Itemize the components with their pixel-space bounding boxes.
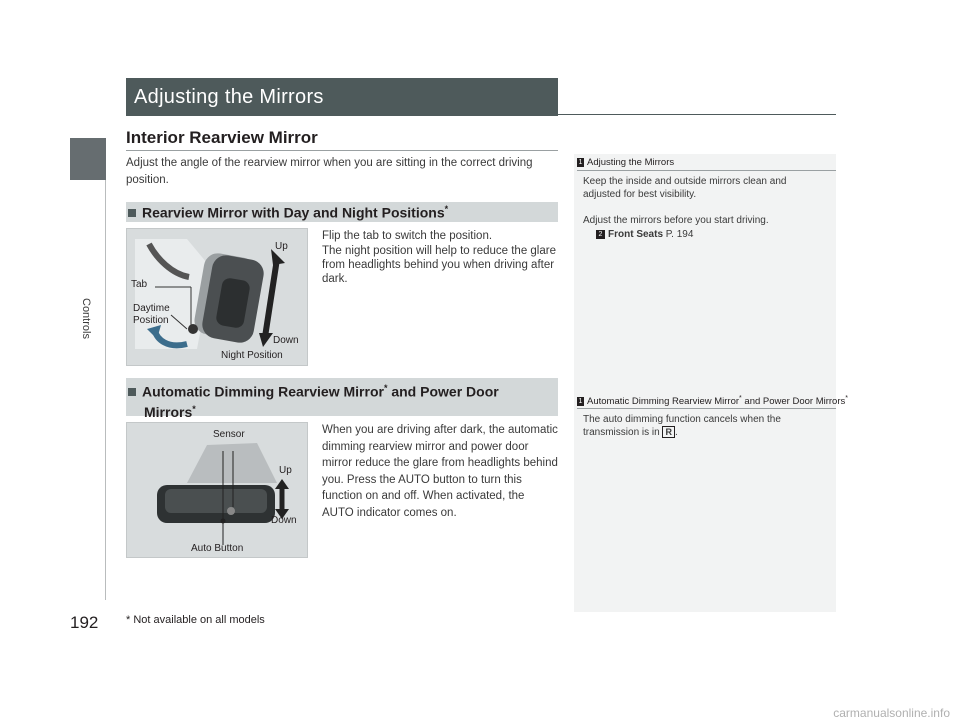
auto-dimming-mirror-illustration [126, 422, 308, 558]
footnote: * Not available on all models [126, 614, 265, 626]
note-1-text-1: Keep the inside and outside mirrors clean and adjusted for best visibility. [583, 176, 787, 200]
label-down: Down [273, 335, 299, 346]
title-rule [558, 114, 836, 115]
note-2-rule [577, 408, 836, 409]
note-2-text: The auto dimming function cancels when the transmission is in R . [583, 414, 781, 438]
note-1-reference: 2 Front Seats P. 194 [596, 228, 693, 241]
subsection-1-text-2: The night position will help to reduce the glare from headlights behind you when driving after dark. [322, 245, 556, 285]
page-number: 192 [70, 613, 99, 632]
sidebar-tab-marker [70, 138, 106, 180]
section-title: Interior Rearview Mirror [126, 128, 318, 147]
subsection-1-title: Rearview Mirror with Day and Night Positions* [128, 204, 448, 221]
watermark: carmanualsonline.info [833, 706, 950, 720]
label-up: Up [275, 241, 288, 252]
day-night-mirror-illustration [126, 228, 308, 366]
note-1-text-2: Adjust the mirrors before you start driving. [583, 215, 769, 226]
label-position: Position [133, 315, 169, 326]
auto-mirror-drawing [127, 423, 307, 557]
note-2-heading: 1 Automatic Dimming Rearview Mirror* and Power Door Mirrors* [578, 395, 848, 408]
square-bullet-icon [128, 388, 136, 396]
label-tab: Tab [131, 279, 148, 290]
subsection-1-text-1: Flip the tab to switch the position. [322, 230, 493, 242]
note-1-rule [577, 170, 836, 171]
label-sensor: Sensor [213, 429, 245, 440]
label-up: Up [279, 465, 292, 476]
subsection-2-text: When you are driving after dark, the automatic dimming rearview mirror and power door mirror reduce the glare from headlights behind you. Press the AUTO button to turn this function on and off. When activated, the AUTO indicator comes on. [322, 424, 558, 519]
page-title: Adjusting the Mirrors [134, 86, 324, 108]
sidebar-divider [105, 180, 106, 600]
section-rule [126, 150, 558, 151]
label-daytime: Daytime [133, 303, 170, 314]
square-bullet-icon [128, 209, 136, 217]
gear-r-indicator: R [662, 426, 675, 438]
label-night-position: Night Position [221, 350, 283, 361]
intro-paragraph: Adjust the angle of the rearview mirror when you are sitting in the correct driving position. [126, 157, 533, 186]
label-auto-button: Auto Button [191, 543, 244, 554]
note-1-heading: 1 Adjusting the Mirrors [578, 157, 675, 168]
reference-arrow-icon: 2 [596, 230, 605, 239]
subsection-2-title: Automatic Dimming Rearview Mirror* and Power Door Mirrors* [128, 380, 556, 421]
sidebar-section-label: Controls [80, 298, 92, 339]
label-down: Down [271, 515, 297, 526]
